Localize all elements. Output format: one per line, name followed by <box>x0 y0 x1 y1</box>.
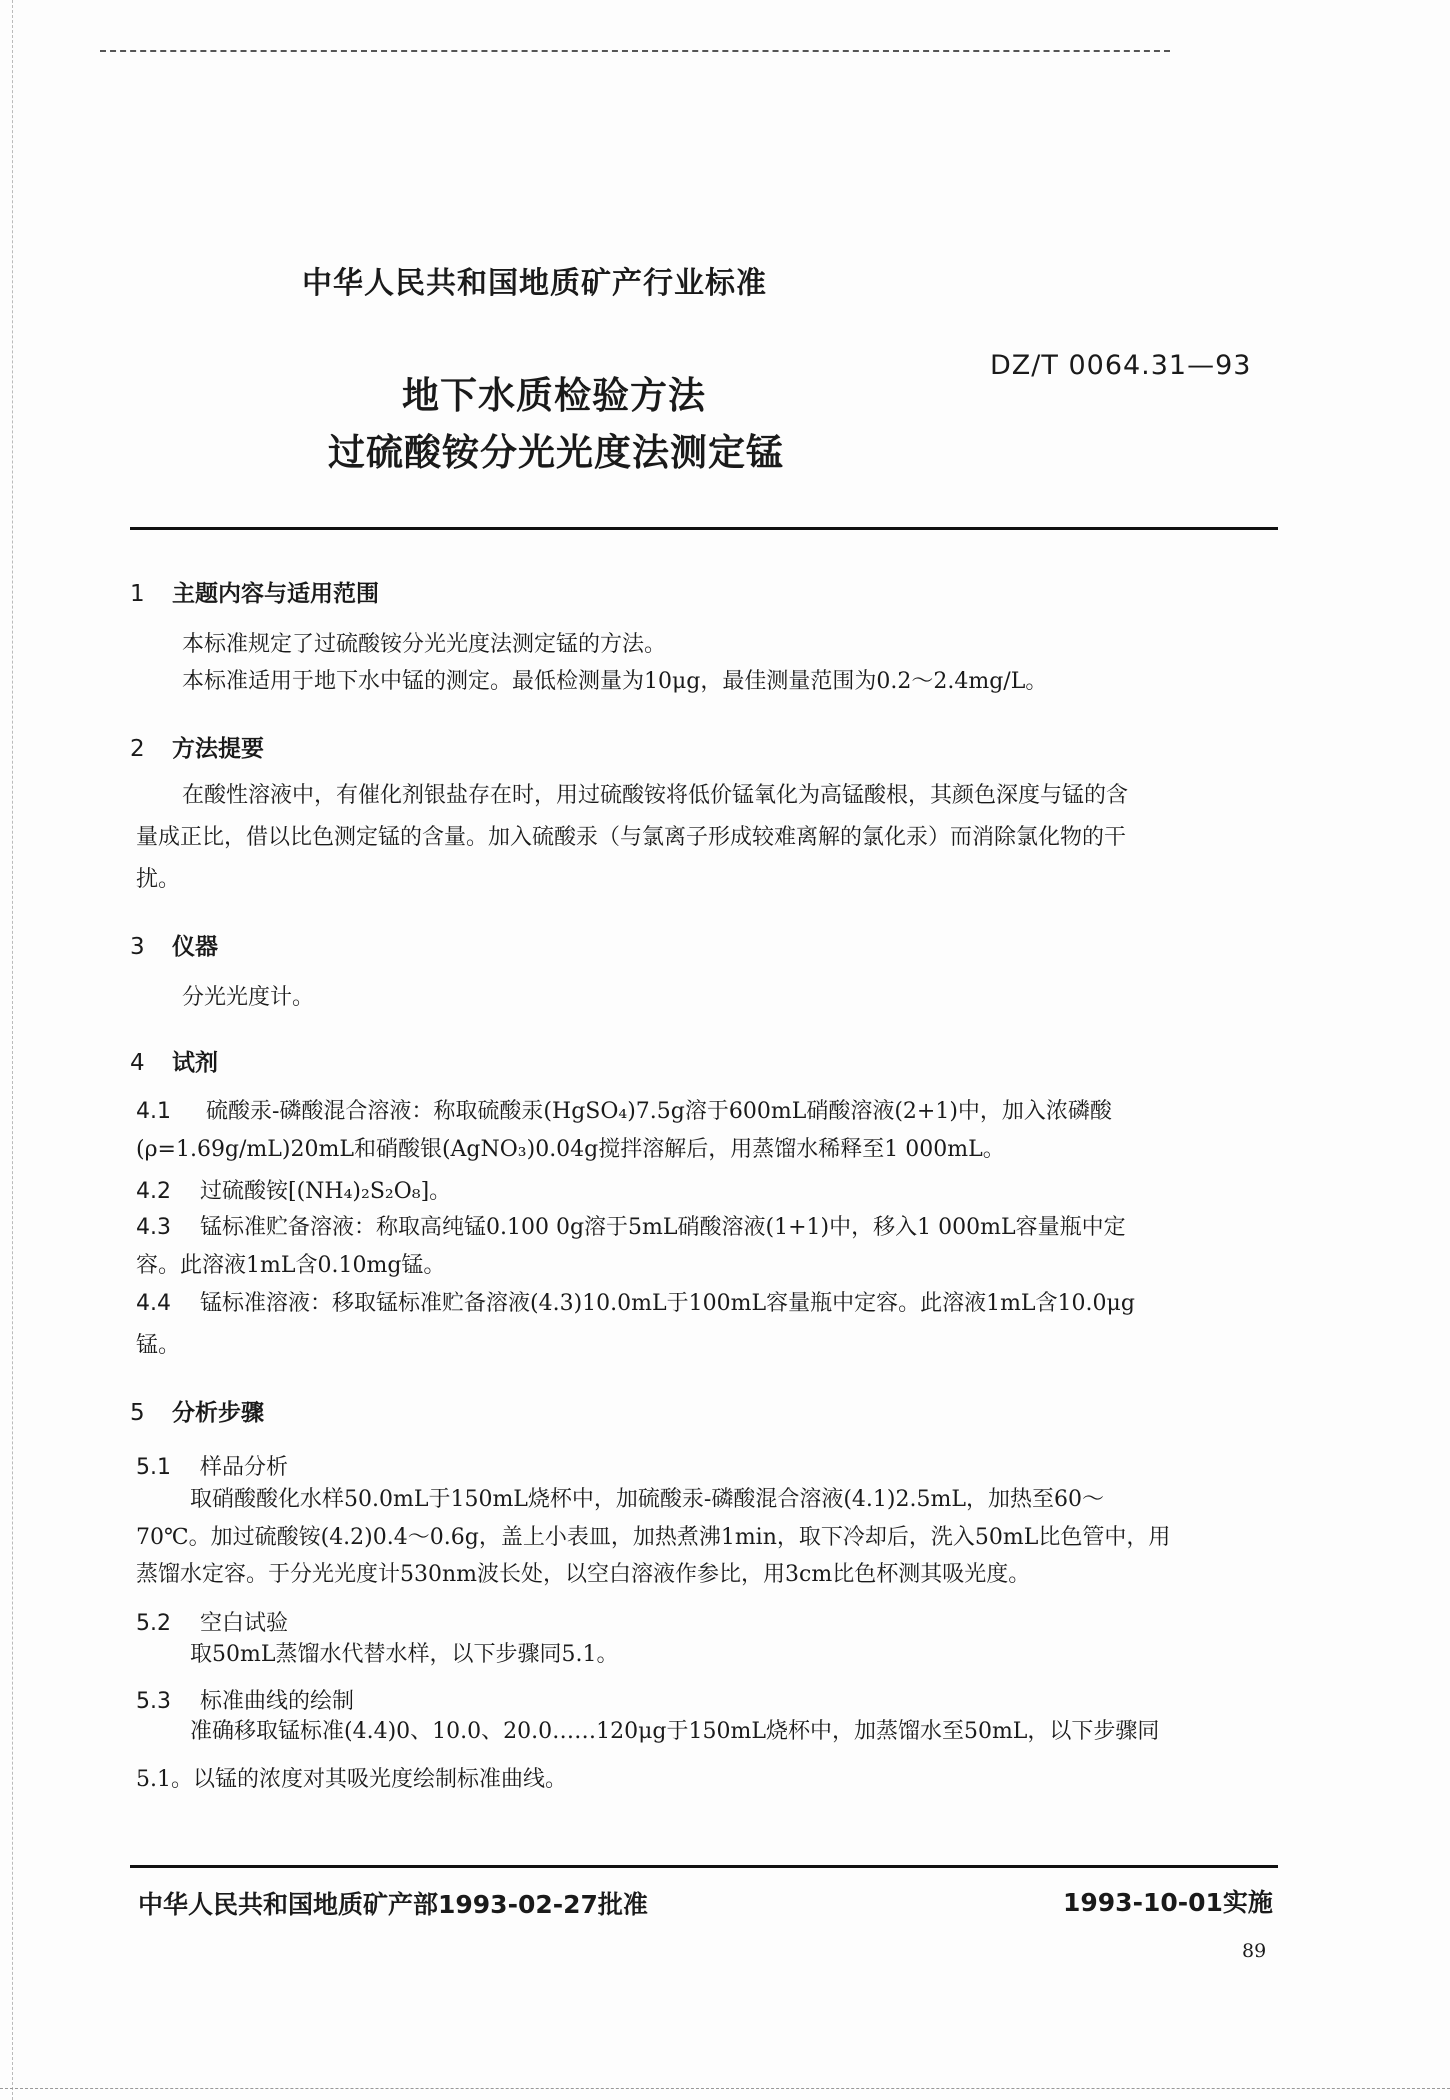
section-2-heading <box>130 730 264 763</box>
paragraph-line: 锰。 <box>136 1333 181 1358</box>
section-title: 主题内容与适用范围 <box>172 581 379 607</box>
scan-artifact-left-edge <box>12 0 13 2100</box>
effective-date: 1993-10-01实施 <box>1063 1888 1273 1917</box>
scan-artifact-top <box>100 50 1170 52</box>
clause-text: 硫酸汞-磷酸混合溶液：称取硫酸汞(HgSO₄)7.5g溶于600mL硝酸溶液(2+1)中，加入浓磷酸 <box>206 1099 1112 1124</box>
clause-text: 锰标准贮备溶液：称取高纯锰0.100 0g溶于5mL硝酸溶液(1+1)中，移入1 000mL容量瓶中定 <box>200 1215 1126 1240</box>
paragraph: 本标准适用于地下水中锰的测定。最低检测量为10μg，最佳测量范围为0.2～2.4mg/L。 <box>182 669 1048 694</box>
paragraph-line: 5.1。以锰的浓度对其吸光度绘制标准曲线。 <box>136 1767 567 1792</box>
page-number: 89 <box>1242 1940 1267 1962</box>
clause-title: 空白试验 <box>200 1611 289 1636</box>
paragraph-line: 扰。 <box>136 867 181 892</box>
document-title-line1: 地下水质检验方法 <box>402 374 706 417</box>
section-number: 2 <box>130 736 145 762</box>
section-4-heading <box>130 1044 218 1077</box>
paragraph: 本标准规定了过硫酸铵分光光度法测定锰的方法。 <box>182 632 667 657</box>
reagent-4-1 <box>136 1092 1112 1132</box>
paragraph-line: 在酸性溶液中，有催化剂银盐存在时，用过硫酸铵将低价锰氧化为高锰酸根，其颜色深度与锰的含 <box>182 783 1129 808</box>
clause-number: 5.1 <box>136 1455 171 1480</box>
section-3-heading <box>130 928 218 961</box>
approval-statement: 中华人民共和国地质矿产部1993-02-27批准 <box>138 1890 648 1919</box>
clause-number: 4.1 <box>136 1099 171 1124</box>
section-number: 5 <box>130 1400 145 1426</box>
section-title: 试剂 <box>172 1050 218 1076</box>
clause-title: 样品分析 <box>200 1455 289 1480</box>
header-rule <box>130 527 1278 530</box>
clause-text: 过硫酸铵[(NH₄)₂S₂O₈]。 <box>200 1179 452 1204</box>
subsection-5-2-heading <box>136 1606 288 1637</box>
section-number: 1 <box>130 581 145 607</box>
subsection-5-3-heading <box>136 1684 354 1715</box>
paragraph-line: 取50mL蒸馏水代替水样，以下步骤同5.1。 <box>190 1642 619 1667</box>
reagent-4-3 <box>136 1208 1126 1248</box>
clause-number: 4.4 <box>136 1291 171 1316</box>
scan-artifact-bottom-edge <box>0 2088 1450 2089</box>
section-title: 分析步骤 <box>172 1400 264 1426</box>
paragraph: 分光光度计。 <box>182 985 315 1010</box>
clause-text: 锰标准溶液：移取锰标准贮备溶液(4.3)10.0mL于100mL容量瓶中定容。此溶液1mL含10.0μg <box>200 1291 1135 1316</box>
clause-number: 4.2 <box>136 1179 171 1204</box>
section-1-heading <box>130 575 379 608</box>
subsection-5-1-heading <box>136 1450 288 1481</box>
clause-number: 5.3 <box>136 1689 171 1714</box>
clause-title: 标准曲线的绘制 <box>200 1689 355 1714</box>
section-5-heading <box>130 1394 264 1427</box>
reagent-4-2 <box>136 1172 451 1212</box>
standard-organization: 中华人民共和国地质矿产行业标准 <box>302 266 767 301</box>
document-title-line2: 过硫酸铵分光光度法测定锰 <box>328 431 784 474</box>
footer-rule <box>130 1865 1278 1868</box>
clause-number: 4.3 <box>136 1215 171 1240</box>
paragraph-line: (ρ=1.69g/mL)20mL和硝酸银(AgNO₃)0.04g搅拌溶解后，用蒸馏水稀释至1 000mL。 <box>136 1137 1005 1162</box>
paragraph-line: 70℃。加过硫酸铵(4.2)0.4～0.6g，盖上小表皿，加热煮沸1min，取下冷却后，洗入50mL比色管中，用 <box>136 1525 1171 1550</box>
paragraph-line: 量成正比，借以比色测定锰的含量。加入硫酸汞（与氯离子形成较难离解的氯化汞）而消除氯化物的干 <box>136 825 1127 850</box>
paragraph-line: 蒸馏水定容。于分光光度计530nm波长处，以空白溶液作参比，用3cm比色杯测其吸光度。 <box>136 1562 1031 1587</box>
paragraph-line: 准确移取锰标准(4.4)0、10.0、20.0……120μg于150mL烧杯中，加蒸馏水至50mL，以下步骤同 <box>190 1719 1160 1744</box>
section-title: 方法提要 <box>172 736 264 762</box>
reagent-4-4 <box>136 1284 1135 1324</box>
paragraph-line: 取硝酸酸化水样50.0mL于150mL烧杯中，加硫酸汞-磷酸混合溶液(4.1)2.5mL，加热至60～ <box>190 1487 1104 1512</box>
clause-number: 5.2 <box>136 1611 171 1636</box>
standard-code: DZ/T 0064.31—93 <box>990 350 1252 381</box>
section-number: 3 <box>130 934 145 960</box>
section-number: 4 <box>130 1050 145 1076</box>
section-title: 仪器 <box>172 934 218 960</box>
paragraph-line: 容。此溶液1mL含0.10mg锰。 <box>136 1253 446 1278</box>
